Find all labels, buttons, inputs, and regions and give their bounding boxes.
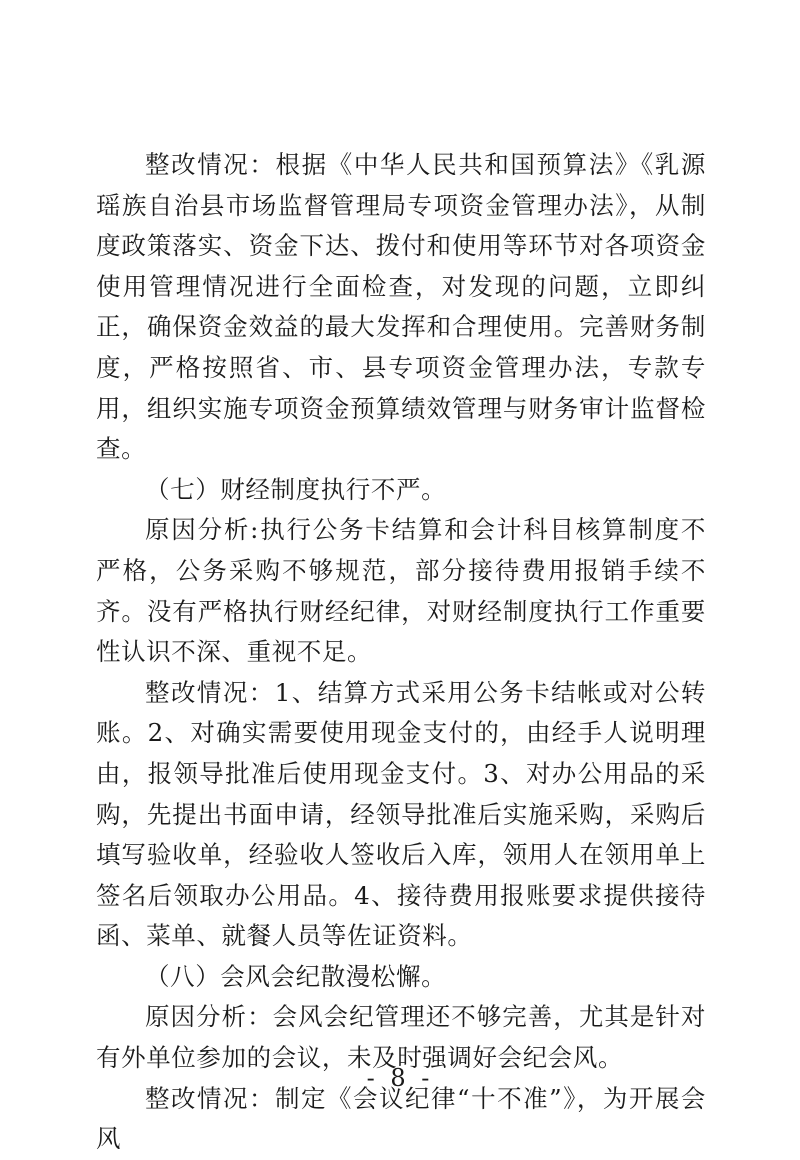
- paragraph-rectification-budget: 整改情况：根据《中华人民共和国预算法》《乳源瑶族自治县市场监督管理局专项资金管理办法》，从制度政策落实、资金下达、拨付和使用等环节对各项资金使用管理情况进行全面检查，对发现的问题，立即纠正，确保资金效益的最大发挥和合理使用。完善财务制度，严格按照省、市、县专项资金管理办法，专款专用，组织实施专项资金预算绩效管理与财务审计监督检查。: [96, 150, 706, 464]
- paragraph-rectification-finance: 整改情况：1、结算方式采用公务卡结帐或对公转账。2、对确实需要使用现金支付的，由经手人说明理由，报领导批准后使用现金支付。3、对办公用品的采购，先提出书面申请，经领导批准后实施采购，采购后填写验收单，经验收人签收后入库，领用人在领用单上签名后领取办公用品。4、接待费用报账要求提供接待函、菜单、就餐人员等佐证资料。: [96, 677, 706, 951]
- page-number: - 8 -: [366, 1064, 434, 1092]
- section-heading-7: （七）财经制度执行不严。: [145, 474, 447, 504]
- paragraph-cause-analysis-finance: 原因分析:执行公务卡结算和会计科目核算制度不严格，公务采购不够规范，部分接待费用报销手续不齐。没有严格执行财经纪律，对财经制度执行工作重要性认识不深、重视不足。: [96, 515, 706, 667]
- paragraph-cause-analysis-meeting: 原因分析：会风会纪管理还不够完善，尤其是针对有外单位参加的会议，未及时强调好会纪会风。: [96, 1002, 706, 1073]
- section-heading-8: （八）会风会纪散漫松懈。: [145, 961, 447, 991]
- paragraph-rectification-meeting: 整改情况：制定《会议纪律“十不准”》，为开展会风: [96, 1083, 706, 1154]
- document-body: [96, 145, 706, 1160]
